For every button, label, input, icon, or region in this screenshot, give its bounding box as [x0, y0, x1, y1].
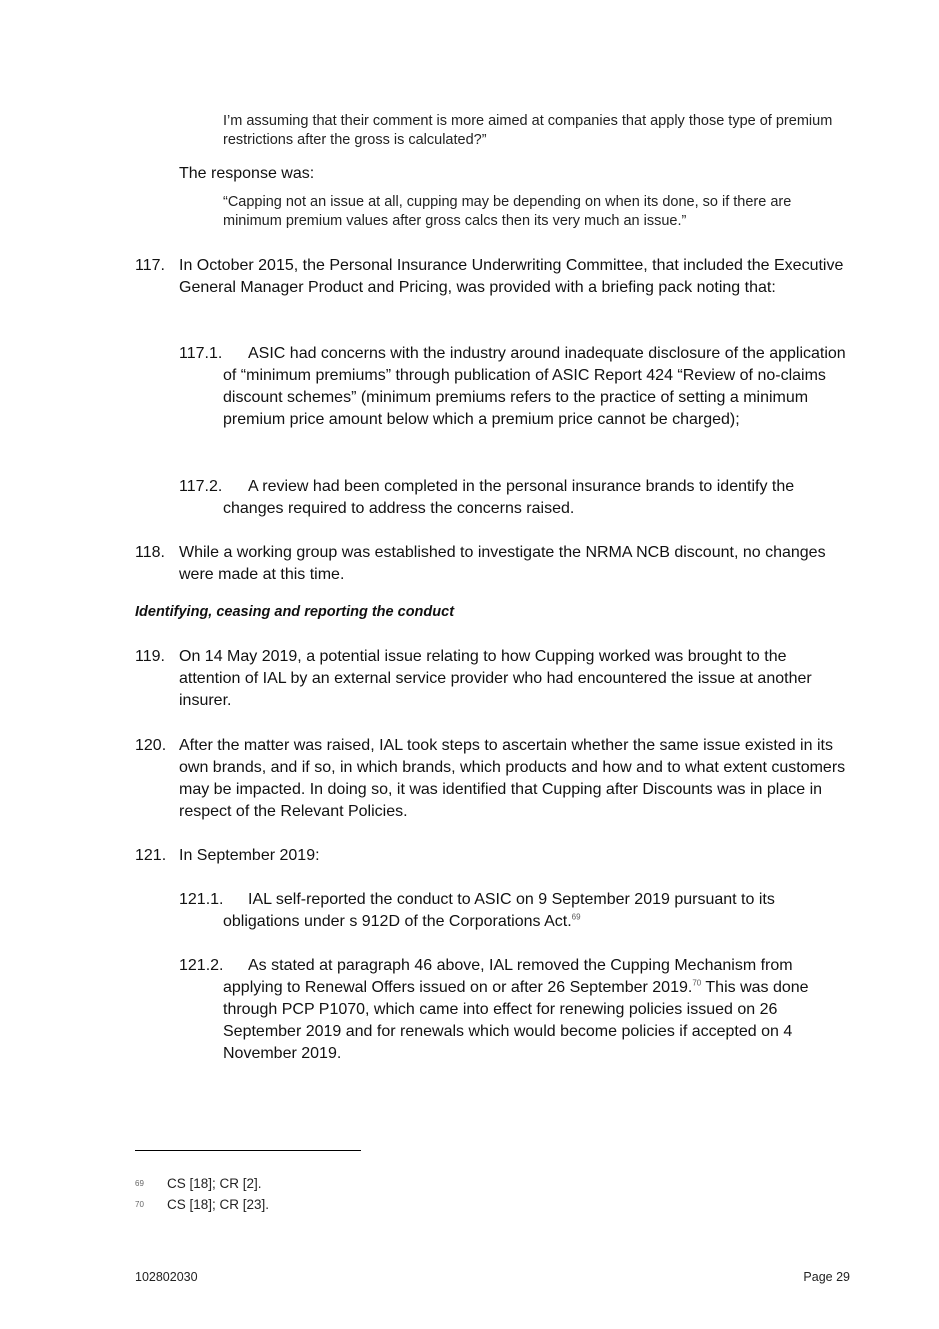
- footnote-ref-70[interactable]: 70: [692, 978, 702, 988]
- footnote-70: [135, 1196, 269, 1214]
- subparagraph-text-121-2b: This was done through PCP P1070, which came into effect for renewing policies issued on 26 September 2019 and for renewals which would become policies if accepted on 4 November 2019.: [223, 979, 809, 1062]
- footnote-text: CS [18]; CR [23].: [167, 1197, 270, 1212]
- paragraph-number-117: 117.: [135, 257, 165, 274]
- footnote-text: CS [18]; CR [2].: [167, 1176, 262, 1191]
- document-id: 102802030: [135, 1270, 198, 1284]
- footnote-number: 70: [135, 1200, 144, 1209]
- section-heading: Identifying, ceasing and reporting the conduct: [135, 604, 455, 620]
- response-quote: “Capping not an issue at all, cupping may be depending on when its done, so if there are minimum premium values after gross calcs then its very much an issue.”: [223, 194, 792, 229]
- response-intro: The response was:: [179, 165, 315, 182]
- paragraph-118: While a working group was established to investigate the NRMA NCB discount, no changes were made at this time.: [179, 544, 826, 583]
- footnote-separator: [135, 1150, 361, 1151]
- paragraph-number-119: 119.: [135, 648, 165, 665]
- paragraph-number-118: 118.: [135, 544, 165, 561]
- paragraph-117: In October 2015, the Personal Insurance Underwriting Committee, that included the Executive General Manager Product and Pricing, was provided with a briefing pack noting that:: [179, 257, 844, 296]
- subparagraph-number-121-2: 121.2.: [179, 957, 224, 974]
- subparagraph-number-117-1: 117.1.: [179, 345, 223, 362]
- subparagraph-text-117-1: ASIC had concerns with the industry around inadequate disclosure of the application of “minimum premiums” through publication of ASIC Report 424 “Review of no-claims discount schemes” (minimum premiums refers to the practice of setting a minimum premium price amount below which a premium price cannot be charged);: [223, 345, 846, 428]
- page-number: Page 29: [803, 1270, 850, 1284]
- paragraph-119: On 14 May 2019, a potential issue relating to how Cupping worked was brought to the attention of IAL by an external service provider who had encountered the issue at another insurer.: [179, 648, 812, 709]
- subparagraph-number-121-1: 121.1.: [179, 891, 224, 908]
- subparagraph-text-117-2: A review had been completed in the personal insurance brands to identify the changes required to address the concerns raised.: [223, 478, 795, 517]
- paragraph-number-121: 121.: [135, 847, 167, 864]
- paragraph-number-120: 120.: [135, 737, 167, 754]
- paragraph-120: After the matter was raised, IAL took steps to ascertain whether the same issue existed in its own brands, and if so, in which brands, which products and how and to what extent customers may be impacted. In doing so, it was identified that Cupping after Discounts was in place in respect of the Relevant Policies.: [179, 737, 846, 820]
- footnote-ref-69[interactable]: 69: [571, 912, 581, 922]
- subparagraph-text-121-1: IAL self-reported the conduct to ASIC on 9 September 2019 pursuant to its obligations under s 912D of the Corporations Act.: [223, 891, 775, 930]
- subparagraph-121-1: [179, 889, 847, 933]
- subparagraph-121-2: [179, 955, 847, 1065]
- footnote-69: [135, 1175, 262, 1193]
- footnote-number: 69: [135, 1179, 144, 1188]
- quote-continuation: I’m assuming that their comment is more aimed at companies that apply those type of premium restrictions after the gross is calculated?”: [223, 113, 833, 148]
- subparagraph-text-121-2a: As stated at paragraph 46 above, IAL removed the Cupping Mechanism from applying to Renewal Offers issued on or after 26 September 2019.: [223, 957, 793, 996]
- paragraph-121: In September 2019:: [179, 847, 320, 864]
- subparagraph-117-2: [179, 476, 847, 520]
- subparagraph-117-1: [179, 343, 847, 431]
- subparagraph-number-117-2: 117.2.: [179, 478, 223, 495]
